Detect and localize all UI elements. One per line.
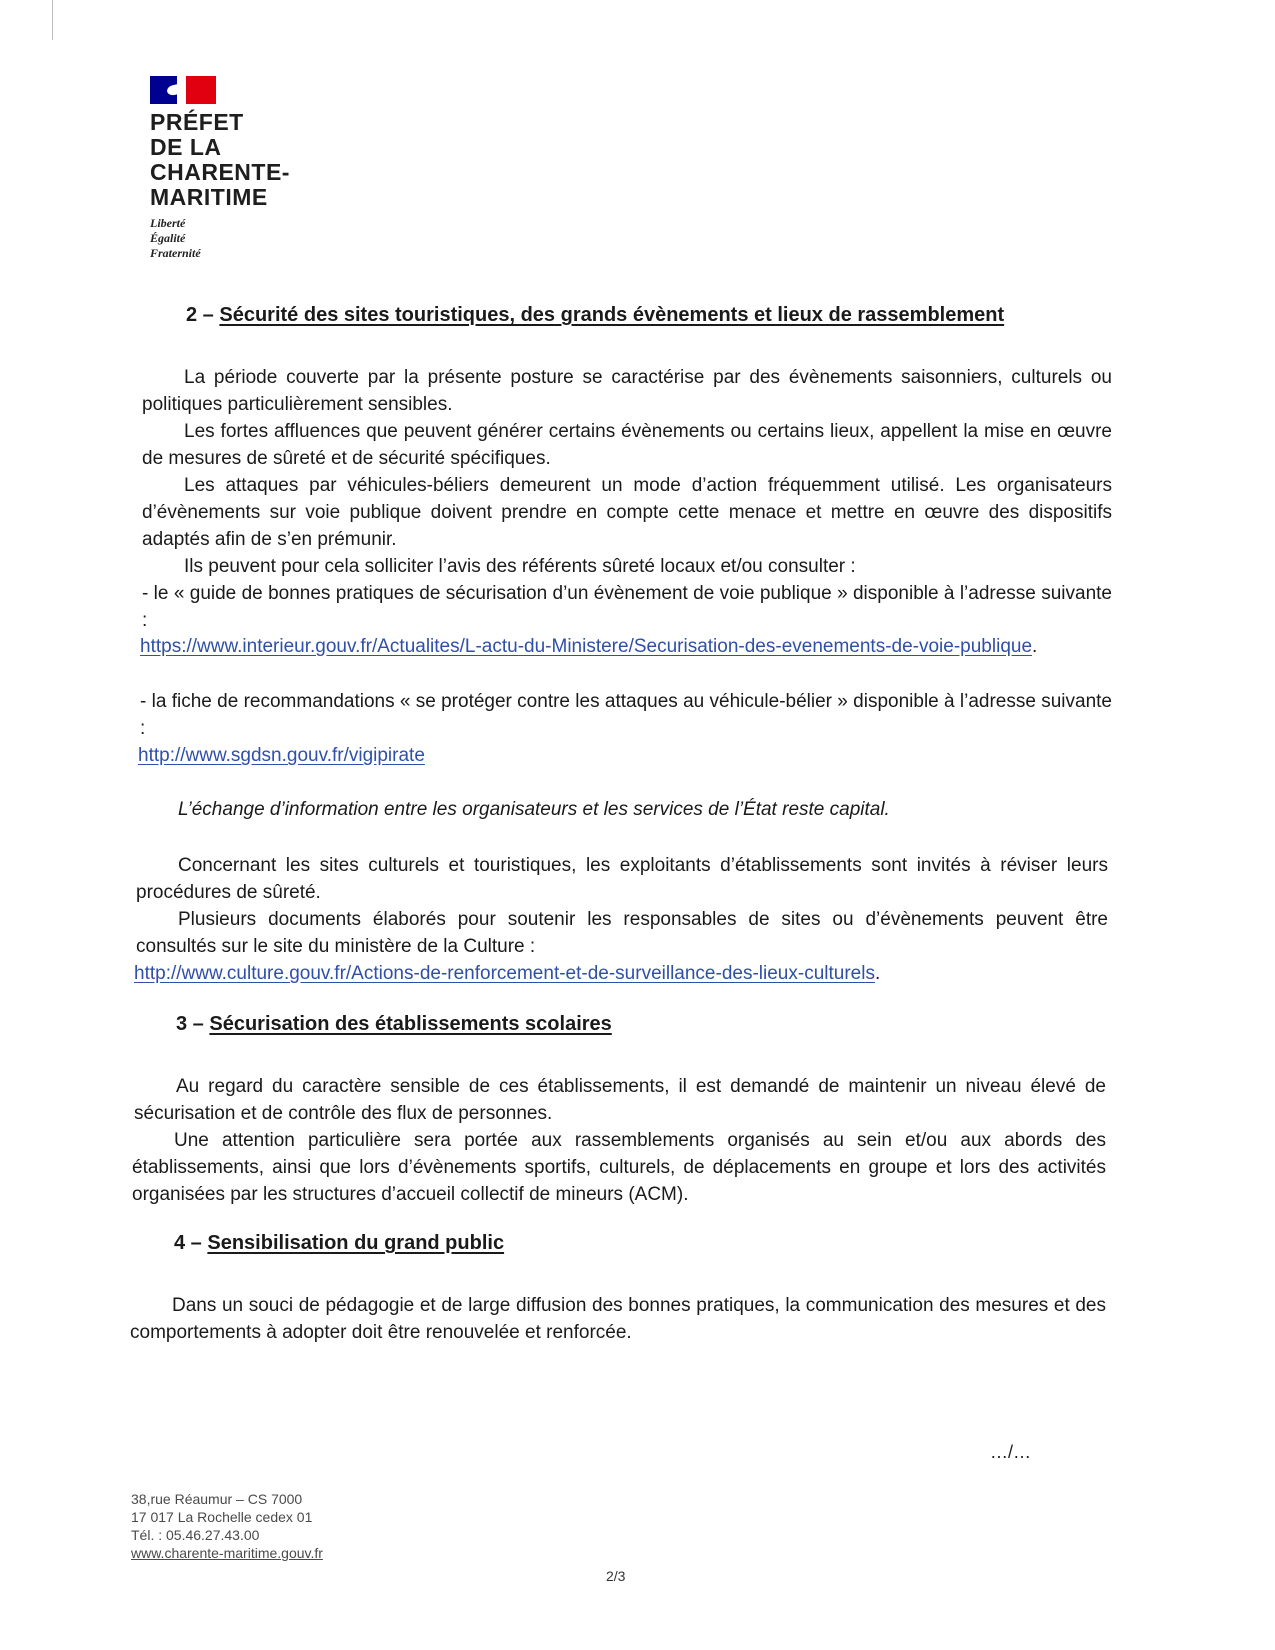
paragraph: Les fortes affluences que peuvent générer certains évènements ou certains lieux, appellent la mise en œuvre de mesures de sûreté et de sécurité spécifiques. [142, 421, 1112, 469]
section-title: Sécurisation des établissements scolaires [209, 1013, 612, 1035]
link-paragraph [138, 742, 1108, 769]
paragraph: Plusieurs documents élaborés pour soutenir les responsables de sites ou d’évènements peuvent être consultés sur le site du ministère de la Culture : [136, 909, 1108, 957]
section-3-heading [176, 1013, 612, 1036]
marianne-flag-icon [150, 76, 216, 104]
paragraph: Ils peuvent pour cela solliciter l’avis des référents sûreté locaux et/ou consulter : [184, 556, 856, 577]
prefect-line: CHARENTE- [150, 159, 290, 185]
section-4-heading [174, 1232, 504, 1255]
republic-motto [150, 216, 290, 261]
motto-line: Égalité [150, 231, 186, 245]
link-punctuation: . [874, 963, 881, 984]
italic-note: L’échange d’information entre les organisateurs et les services de l’État reste capital. [178, 799, 890, 820]
section-2-heading [186, 304, 1004, 327]
footer-phone: Tél. : 05.46.27.43.00 [131, 1527, 260, 1543]
motto-line: Liberté [150, 216, 186, 230]
section-number: 3 – [176, 1013, 204, 1035]
footer-street: 38,rue Réaumur – CS 7000 [131, 1491, 303, 1507]
paragraph: Au regard du caractère sensible de ces établissements, il est demandé de maintenir un niveau élevé de sécurisation et de contrôle des flux de personnes. [134, 1076, 1106, 1124]
section-number: 2 – [186, 304, 214, 326]
paragraph: Concernant les sites culturels et touristiques, les exploitants d’établissements sont invités à réviser leurs procédures de sûreté. [136, 855, 1108, 903]
section-number: 4 – [174, 1232, 202, 1254]
culture-link[interactable]: http://www.culture.gouv.fr/Actions-de-renforcement-et-de-surveillance-des-lieux-culturels [134, 963, 875, 984]
continuation-mark: …/… [990, 1442, 1032, 1462]
paragraph: Dans un souci de pédagogie et de large diffusion des bonnes pratiques, la communication des mesures et des comportements à adopter doit être renouvelée et renforcée. [130, 1295, 1106, 1343]
paragraph: La période couverte par la présente posture se caractérise par des évènements saisonniers, culturels ou politiques particulièrement sensibles. [142, 367, 1112, 415]
section-title: Sensibilisation du grand public [207, 1232, 505, 1254]
prefect-line: MARITIME [150, 184, 268, 210]
link-paragraph [140, 634, 1080, 660]
paragraph: Les attaques par véhicules-béliers demeurent un mode d’action fréquemment utilisé. Les organisateurs d’évènements sur voie publique doivent prendre en compte cette menace et mettre en œuvre des dispositifs adaptés afin de s’en prémunir. [142, 475, 1112, 550]
link-paragraph [134, 960, 1106, 987]
page-number: 2/3 [606, 1568, 626, 1584]
bullet-item: - la fiche de recommandations « se protéger contre les attaques au véhicule-bélier » disponible à l’adresse suivante : [140, 691, 1112, 739]
guide-link[interactable]: https://www.interieur.gouv.fr/Actualites/L-actu-du-Ministere/Securisation-des-evenements-de-voie-publique [140, 636, 1033, 657]
footer-address [131, 1490, 323, 1562]
link-punctuation: . [1032, 636, 1038, 657]
footer-website-link[interactable]: www.charente-maritime.gouv.fr [131, 1545, 323, 1561]
prefect-line: DE LA [150, 134, 222, 160]
paragraph: Une attention particulière sera portée aux rassemblements organisés au sein et/ou aux abords des établissements, ainsi que lors d’évènements sportifs, culturels, de déplacements en groupe et lors des activités organisées par les structures d’accueil collectif de mineurs (ACM). [132, 1130, 1106, 1205]
scan-edge-line [52, 0, 53, 40]
bullet-item: - le « guide de bonnes pratiques de sécurisation d’un évènement de voie publique » disponible à l’adresse suivante : [142, 583, 1112, 631]
section-title: Sécurité des sites touristiques, des grands évènements et lieux de rassemblement [219, 304, 1005, 326]
prefect-line: PRÉFET [150, 109, 244, 135]
footer-city: 17 017 La Rochelle cedex 01 [131, 1509, 313, 1525]
prefecture-logo [150, 76, 290, 261]
motto-line: Fraternité [150, 246, 201, 260]
vigipirate-link[interactable]: http://www.sgdsn.gouv.fr/vigipirate [138, 745, 425, 766]
prefect-name [150, 110, 290, 210]
